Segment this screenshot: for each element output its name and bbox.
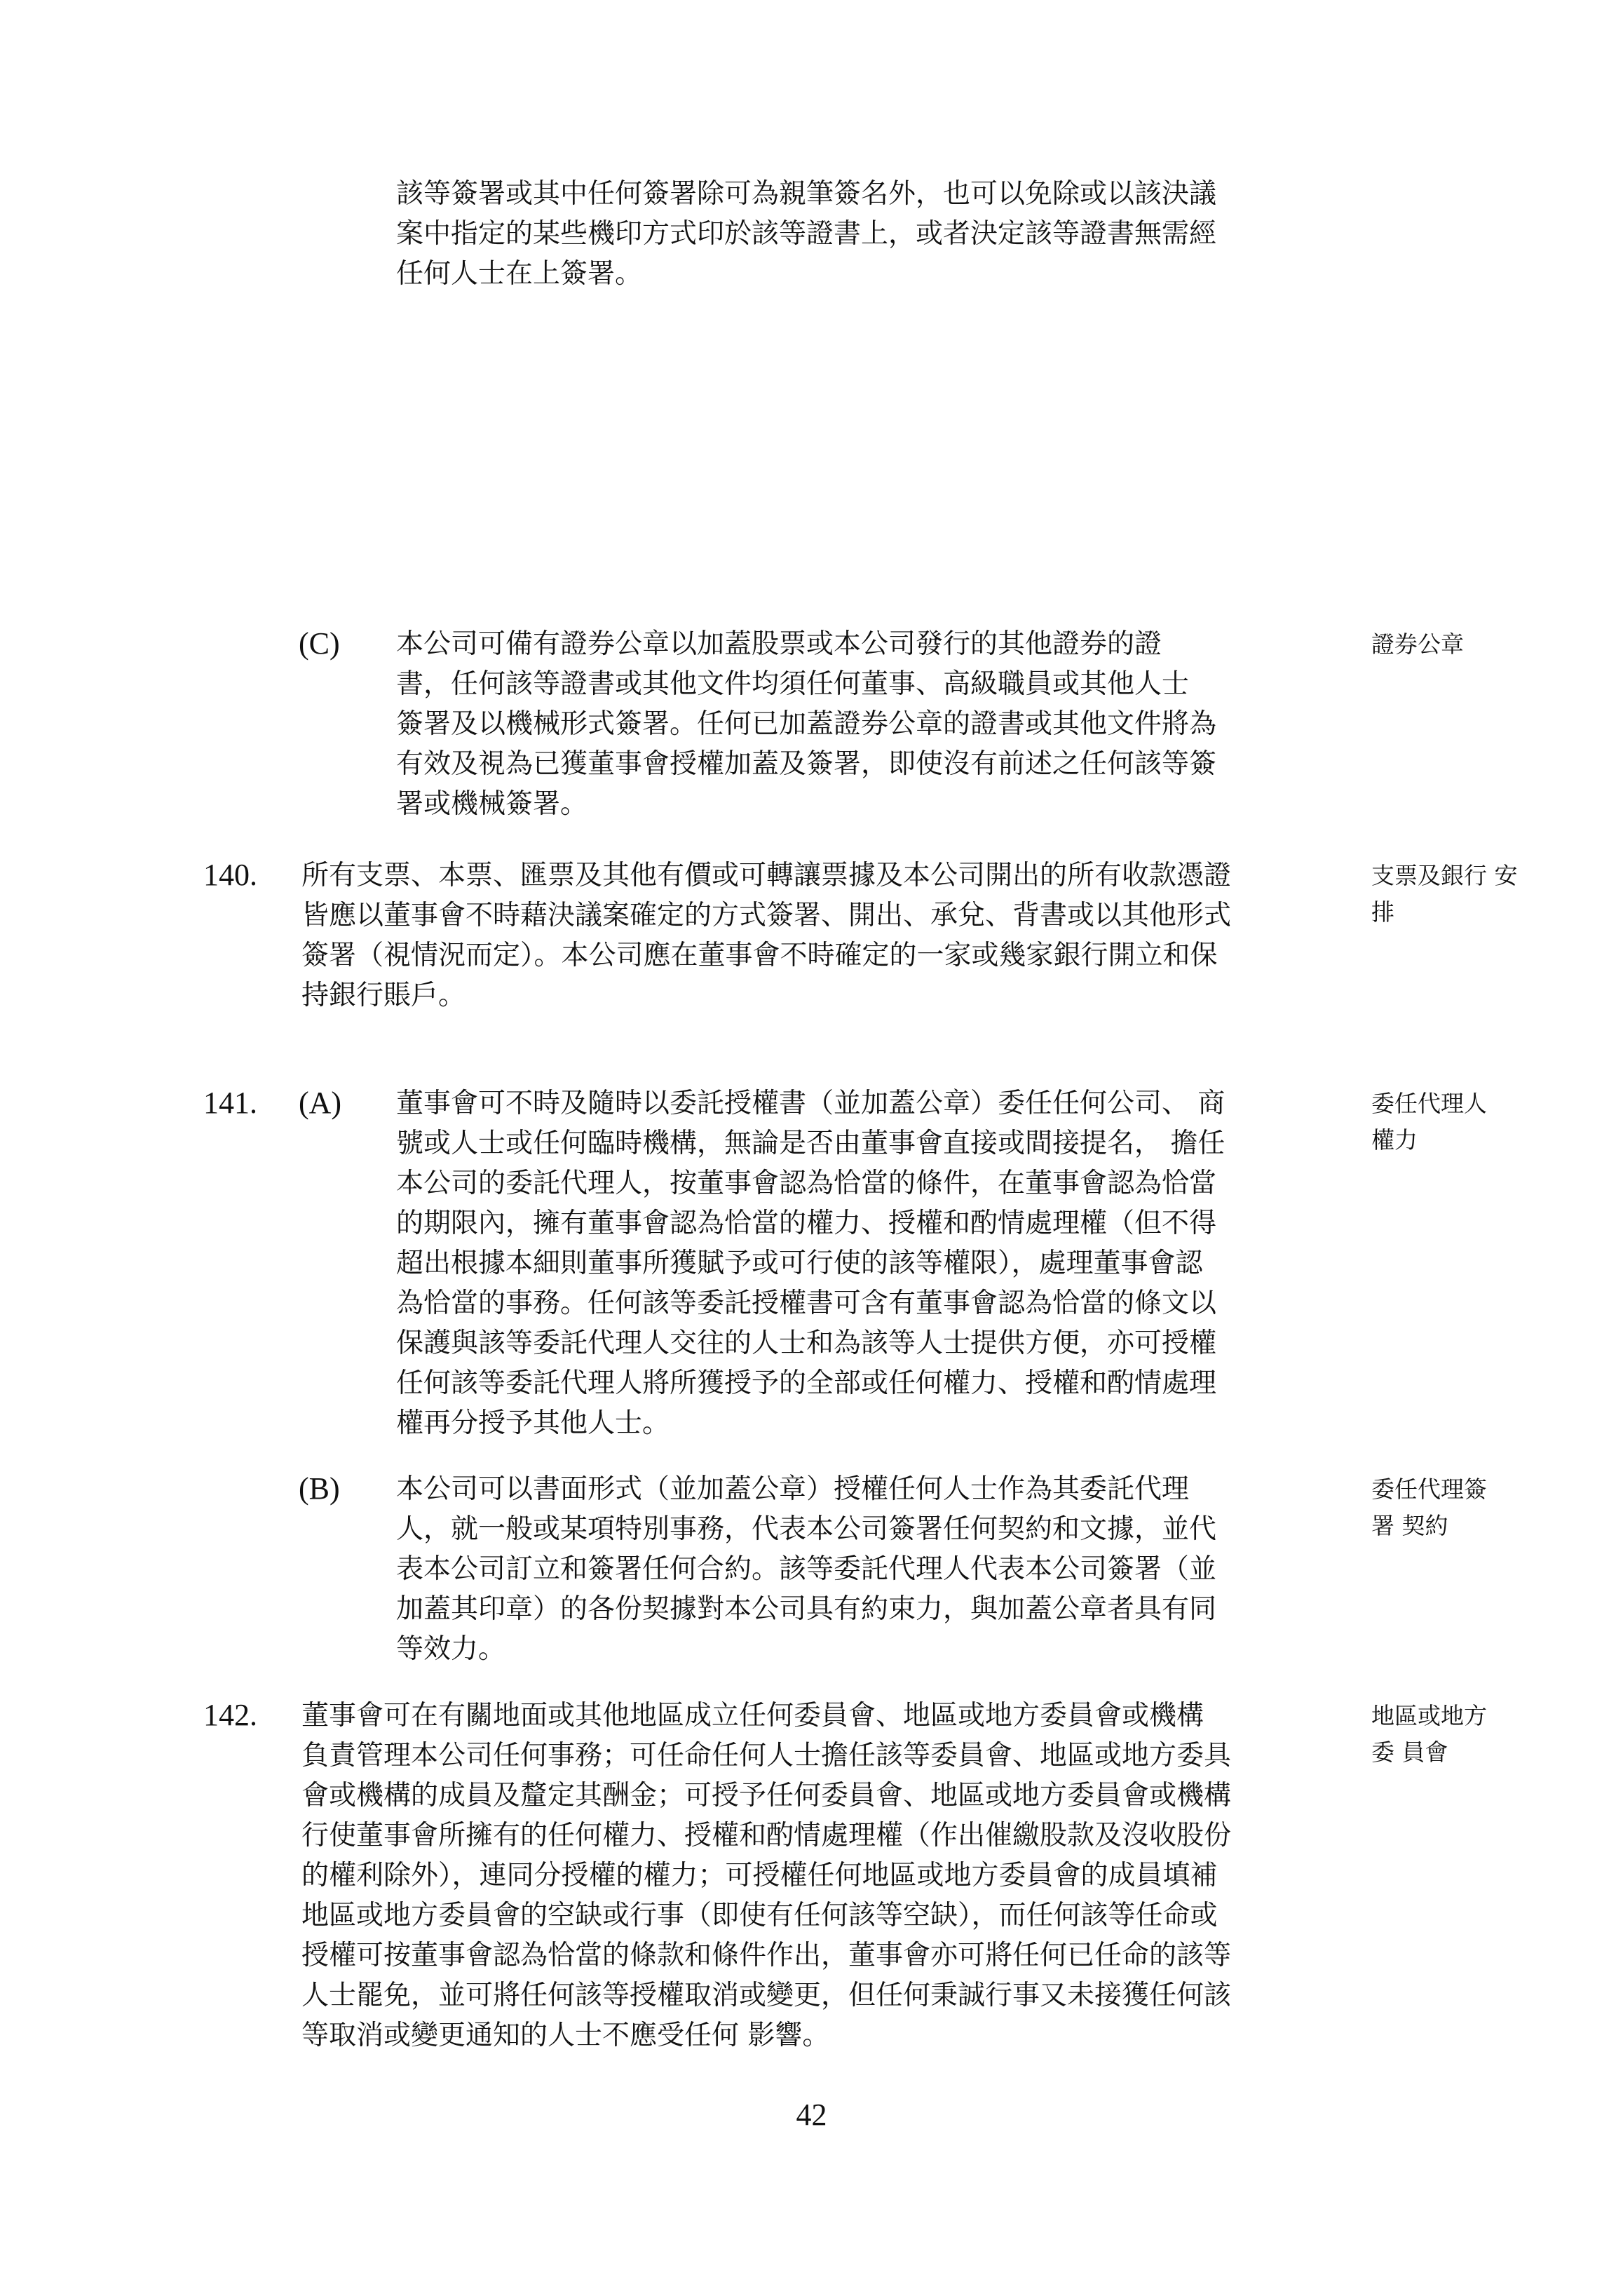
sec142-line: 人士罷免，並可將任何該等授權取消或變更，但任何秉誠行事又未接獲任何該 bbox=[301, 1980, 1232, 2011]
sec141a-line: 權再分授予其他人士。 bbox=[396, 1407, 670, 1439]
sec142-line: 行使董事會所擁有的任何權力、授權和酌情處理權（作出催繳股款及沒收股份 bbox=[301, 1820, 1232, 1851]
margin-note-line: 委 員會 bbox=[1371, 1738, 1448, 1766]
margin-note-line: 地區或地方 bbox=[1371, 1702, 1487, 1729]
margin-note-line: 委任代理人 bbox=[1371, 1090, 1487, 1117]
sec139c-line: 本公司可備有證券公章以加蓋股票或本公司發行的其他證券的證 bbox=[396, 628, 1162, 660]
sec141b-label: (B) bbox=[299, 1471, 340, 1506]
sec141a-line: 本公司的委託代理人，按董事會認為恰當的條件，在董事會認為恰當 bbox=[396, 1168, 1217, 1199]
sec142-line: 地區或地方委員會的空缺或行事（即使有任何該等空缺），而任何該等任命或 bbox=[301, 1900, 1218, 1931]
intro-line: 任何人士在上簽署。 bbox=[396, 258, 643, 290]
sec142-margin-note bbox=[1371, 1698, 1582, 1771]
sec141-number: 141. bbox=[203, 1086, 257, 1120]
sec142-line: 董事會可在有關地面或其他地區成立任何委員會、地區或地方委員會或機構 bbox=[301, 1700, 1204, 1731]
margin-note-line: 委任代理簽 bbox=[1371, 1475, 1487, 1503]
sec139c-line: 有效及視為已獲董事會授權加蓋及簽署，即使沒有前述之任何該等簽 bbox=[396, 748, 1217, 780]
sec141b-paragraph bbox=[396, 1469, 1336, 1669]
margin-note-line: 權力 bbox=[1371, 1126, 1418, 1154]
page-number: 42 bbox=[796, 2098, 827, 2132]
sec142-line: 負責管理本公司任何事務；可任命任何人士擔任該等委員會、地區或地方委具 bbox=[301, 1740, 1232, 1771]
margin-note-line: 支票及銀行 安 bbox=[1371, 862, 1518, 889]
sec141b-line: 等效力。 bbox=[396, 1633, 506, 1665]
sec141b-margin-note bbox=[1371, 1471, 1582, 1544]
sec139c-paragraph bbox=[396, 624, 1336, 824]
sec139c-line: 署或機械簽署。 bbox=[396, 788, 588, 820]
sec141a-line: 超出根據本細則董事所獲賦予或可行使的該等權限），處理董事會認 bbox=[396, 1248, 1203, 1279]
sec142-line: 授權可按董事會認為恰當的條款和條件作出，董事會亦可將任何已任命的該等 bbox=[301, 1940, 1232, 1971]
intro-line: 案中指定的某些機印方式印於該等證書上，或者決定該等證書無需經 bbox=[396, 218, 1217, 250]
sec141a-line: 保護與該等委託代理人交往的人士和為該等人士提供方便，亦可授權 bbox=[396, 1328, 1217, 1359]
sec141b-line: 表本公司訂立和簽署任何合約。該等委託代理人代表本公司簽署（並 bbox=[396, 1553, 1217, 1585]
sec141a-paragraph bbox=[396, 1083, 1336, 1443]
sec139c-line: 簽署及以機械形式簽署。任何已加蓋證券公章的證書或其他文件將為 bbox=[396, 708, 1217, 740]
margin-note-line: 署 契約 bbox=[1371, 1512, 1448, 1539]
sec139c-margin-note bbox=[1371, 626, 1582, 663]
sec140-line: 簽署（視情況而定）。本公司應在董事會不時確定的一家或幾家銀行開立和保 bbox=[301, 940, 1218, 971]
sec141a-margin-note bbox=[1371, 1086, 1582, 1159]
sec140-margin-note bbox=[1371, 858, 1582, 931]
margin-note-line: 證券公章 bbox=[1371, 630, 1464, 658]
sec142-number: 142. bbox=[203, 1698, 257, 1732]
sec140-line: 皆應以董事會不時藉決議案確定的方式簽署、開出、承兌、背書或以其他形式 bbox=[301, 900, 1232, 931]
sec141a-line: 為恰當的事務。任何該等委託授權書可含有董事會認為恰當的條文以 bbox=[396, 1288, 1217, 1319]
sec140-line: 所有支票、本票、匯票及其他有價或可轉讓票據及本公司開出的所有收款憑證 bbox=[301, 860, 1232, 891]
sec141a-line: 任何該等委託代理人將所獲授予的全部或任何權力、授權和酌情處理 bbox=[396, 1368, 1217, 1399]
sec141a-line: 董事會可不時及隨時以委託授權書（並加蓋公章）委任任何公司、 商 bbox=[396, 1088, 1225, 1119]
margin-note-line: 排 bbox=[1371, 898, 1394, 926]
sec141b-line: 本公司可以書面形式（並加蓋公章）授權任何人士作為其委託代理 bbox=[396, 1473, 1190, 1505]
intro-line: 該等簽署或其中任何簽署除可為親筆簽名外，也可以免除或以該決議 bbox=[396, 178, 1217, 210]
sec141a-label: (A) bbox=[299, 1086, 342, 1120]
intro-paragraph bbox=[396, 174, 1336, 294]
sec141a-line: 的期限內，擁有董事會認為恰當的權力、授權和酌情處理權（但不得 bbox=[396, 1208, 1217, 1239]
sec140-paragraph bbox=[301, 856, 1336, 1015]
sec140-line: 持銀行賬戶。 bbox=[301, 980, 466, 1011]
sec142-paragraph bbox=[301, 1696, 1336, 2055]
sec142-line: 等取消或變更通知的人士不應受任何 影響。 bbox=[301, 2020, 830, 2051]
sec141b-line: 人，就一般或某項特別事務，代表本公司簽署任何契約和文據，並代 bbox=[396, 1513, 1217, 1545]
sec140-number: 140. bbox=[203, 858, 257, 892]
sec139c-label: (C) bbox=[299, 626, 340, 661]
sec141a-line: 號或人士或任何臨時機構，無論是否由董事會直接或間接提名， 擔任 bbox=[396, 1128, 1225, 1159]
sec142-line: 的權利除外），連同分授權的權力；可授權任何地區或地方委員會的成員填補 bbox=[301, 1860, 1218, 1891]
sec139c-line: 書，任何該等證書或其他文件均須任何董事、高級職員或其他人士 bbox=[396, 668, 1190, 700]
sec142-line: 會或機構的成員及釐定其酬金；可授予任何委員會、地區或地方委員會或機構 bbox=[301, 1780, 1232, 1811]
sec141b-line: 加蓋其印章）的各份契據對本公司具有約束力，與加蓋公章者具有同 bbox=[396, 1593, 1217, 1625]
